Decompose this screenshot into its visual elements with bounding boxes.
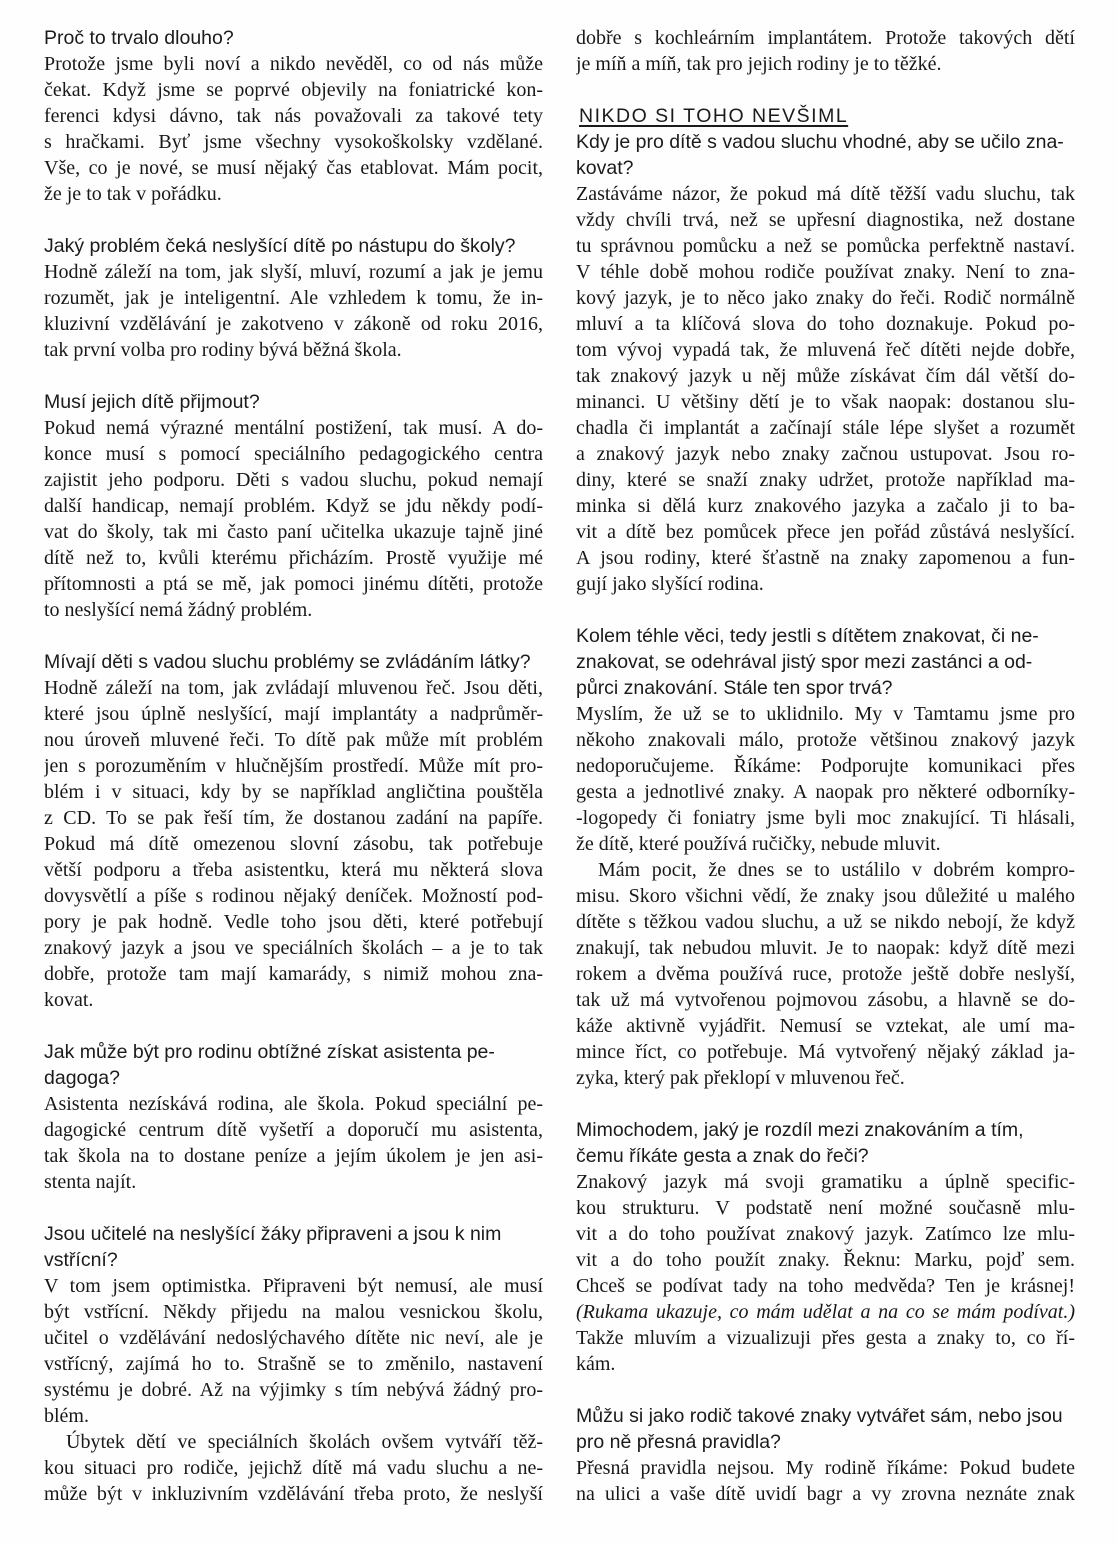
text-line: Protože jsme byli noví a nikdo nevěděl, co od nás může [44, 53, 543, 75]
text-line: s hračkami. Byť jsme všechny vysokoškolsky vzdělané. [44, 131, 543, 153]
text-line: tak už má vytvořenou pojmovou zásobu, a hlavně se do- [576, 989, 1075, 1011]
text-line: káže aktivně vyjádřit. Nemusí se vztekat, ale umí ma- [576, 1015, 1075, 1037]
text-line: Hodně záleží na tom, jak zvládají mluvenou řeč. Jsou děti, [44, 677, 543, 699]
text-line: kluzivní vzdělávání je zakotveno v zákoně od roku 2016, [44, 313, 543, 335]
text-line: znakují, tak nebudou mluvit. Je to naopak: když dítě mezi [576, 937, 1075, 959]
text-line: Kdy je pro dítě s vadou sluchu vhodné, aby se učilo zna- [576, 131, 1064, 153]
text-line: stenta najít. [44, 1171, 137, 1193]
text-line: NIKDO SI TOHO NEVŠIML [579, 105, 849, 127]
text-line: Proč to trvalo dlouho? [44, 27, 234, 49]
text-line: Hodně záleží na tom, jak slyší, mluví, rozumí a jak je jemu [44, 261, 543, 283]
question-heading [576, 1117, 1075, 1169]
text-line: vit a do toho použít znaky. Řeknu: Marku, pojď sem. [576, 1249, 1075, 1271]
answer-paragraph [44, 675, 543, 1013]
answer-paragraph [576, 701, 1075, 857]
text-line: čemu říkáte gesta a znak do řeči? [576, 1145, 869, 1167]
text-line: V téhle době mohou rodiče používat znaky. Není to zna- [576, 261, 1075, 283]
section-heading [576, 103, 1075, 129]
text-line: jen s porozuměním v hlučnějším prostředí. Může mít pro- [44, 755, 543, 777]
text-line: tak škola na to dostane peníze a jejím úkolem je jen asi- [44, 1145, 543, 1167]
text-line: znakový jazyk a jsou ve speciálních školách – a je to tak [44, 937, 543, 959]
text-line: nou úroveň mluvené řeči. To dítě pak může mít problém [44, 729, 543, 751]
text-line: kou situaci pro rodiče, jejichž dítě má vadu sluchu a ne- [44, 1457, 543, 1479]
text-line: Mám pocit, že dnes se to ustálilo v dobrém kompro- [598, 859, 1075, 881]
question-heading [576, 623, 1075, 701]
answer-paragraph [576, 181, 1075, 597]
text-line: chadla či implantát a začínají stále lépe slyšet a rozumět [576, 417, 1075, 439]
text-line: Pokud má dítě omezenou slovní zásobu, tak potřebuje [44, 833, 543, 855]
answer-paragraph [44, 1273, 543, 1429]
text-line: mluví a ta klíčová slova do toho doznakuje. Pokud po- [576, 313, 1075, 335]
question-heading [576, 129, 1075, 181]
text-line: zyka, který pak překlopí v mluvenou řeč. [576, 1067, 905, 1089]
text-line: ferenci kdysi dávno, tak nás považovali za takové tety [44, 105, 543, 127]
text-line: přítomnosti a ptá se mě, jak pomoci jinému dítěti, protože [44, 573, 543, 595]
text-line: vstřícný, zajímá ho to. Strašně se to změnilo, nastavení [44, 1353, 543, 1375]
text-line: vždy chvíli trvá, než se upřesní diagnostika, než dostane [576, 209, 1075, 231]
text-line: rozumět, jak je inteligentní. Ale vzhledem k tomu, že in- [44, 287, 543, 309]
text-line: na ulici a vaše dítě uvidí bagr a vy zrovna neznáte znak [576, 1483, 1075, 1505]
question-heading [44, 1221, 543, 1273]
text-line: to neslyšící nemá žádný problém. [44, 599, 313, 621]
text-line: blém i v situaci, kdy by se například angličtina pouštěla [44, 781, 543, 803]
text-line: dovysvětlí a píše s rodinou nějaký deníček. Možností pod- [44, 885, 543, 907]
text-line: gují jako slyšící rodina. [576, 573, 764, 595]
text-line: Pokud nemá výrazné mentální postižení, tak musí. A do- [44, 417, 543, 439]
text-line: další handicap, nemají problém. Když se jdu někdy podí- [44, 495, 543, 517]
answer-paragraph [576, 1455, 1075, 1507]
text-line: Úbytek dětí ve speciálních školách ovšem vytváří těž- [66, 1431, 543, 1453]
answer-paragraph [44, 1091, 543, 1195]
answer-paragraph [576, 1169, 1075, 1377]
text-line: větší podporu a třeba asistentku, která mu některá slova [44, 859, 543, 881]
text-line: učitel o vzdělávání nedoslýchavého dítěte nic neví, ale je [44, 1327, 543, 1349]
answer-paragraph [44, 1429, 543, 1507]
text-line: Chceš se podívat tady na toho medvěda? Ten je krásnej! [576, 1275, 1075, 1297]
text-line: Jsou učitelé na neslyšící žáky připraveni a jsou k nim [44, 1223, 502, 1245]
text-line: kovat? [576, 157, 634, 179]
text-line: kovat. [44, 989, 94, 1011]
text-line: -logopedy či foniatry jsme byli moc znakující. Ti hlásali, [576, 807, 1075, 829]
text-line: gesta a jednotlivé znaky. A naopak pro některé odborníky- [576, 781, 1075, 803]
text-line: misu. Skoro všichni vědí, že znaky jsou důležité u malého [576, 885, 1075, 907]
text-line: znakovat, se odehrával jistý spor mezi zastánci a od- [576, 651, 1033, 673]
text-line: dítěte s těžkou vadou sluchu, a už se nikdo nebojí, že když [576, 911, 1075, 933]
text-line: dagoga? [44, 1067, 120, 1089]
text-line: a znakový jazyk nebo znaky začnou ustupovat. Jsou ro- [576, 443, 1075, 465]
question-heading [576, 1403, 1075, 1455]
text-line: systému je dobré. Až na výjimky s tím nebývá žádný pro- [44, 1379, 543, 1401]
text-line: Vše, co je nové, se musí nějaký čas etablovat. Mám pocit, [44, 157, 543, 179]
question-heading [44, 1039, 543, 1091]
text-line: konce musí s pomocí speciálního pedagogického centra [44, 443, 543, 465]
text-line: je míň a míň, tak pro jejich rodiny je to těžké. [576, 53, 942, 75]
text-line: kou strukturu. V podstatě není možné současně mlu- [576, 1197, 1075, 1219]
text-line: Musí jejich dítě přijmout? [44, 391, 260, 413]
text-line: dagogické centrum dítě vyšetří a doporučí mu asistenta, [44, 1119, 543, 1141]
text-line: diny, které se snaží znaky udržet, protože například ma- [576, 469, 1075, 491]
text-line: Mimochodem, jaký je rozdíl mezi znakováním a tím, [576, 1119, 1024, 1141]
left-column [44, 25, 543, 1507]
text-line: kový jazyk, je to něco jako znaky do řeči. Rodič normálně [576, 287, 1075, 309]
text-line: minka si dělá kurz znakového jazyka a začalo ji to ba- [576, 495, 1075, 517]
text-line: zajistit jeho podporu. Děti s vadou sluchu, pokud nemají [44, 469, 543, 491]
question-heading [44, 233, 543, 259]
answer-paragraph [576, 857, 1075, 1091]
text-line: tak první volba pro rodiny bývá běžná škola. [44, 339, 402, 361]
text-line: Asistenta nezískává rodina, ale škola. Pokud speciální pe- [44, 1093, 543, 1115]
text-line: kám. [576, 1353, 616, 1375]
text-line: Takže mluvím a vizualizuji přes gesta a znaky to, co ří- [576, 1327, 1075, 1349]
text-line: vit a dítě bez pomůcek přece jen pořád zůstává neslyšící. [576, 521, 1075, 543]
text-line: z CD. To se pak řeší tím, že dostanou zadání na papíře. [44, 807, 543, 829]
text-line: Můžu si jako rodič takové znaky vytvářet sám, nebo jsou [576, 1405, 1063, 1427]
text-line: že dítě, které používá ručičky, nebude mluvit. [576, 833, 941, 855]
text-line: Přesná pravidla nejsou. My rodině říkáme: Pokud budete [576, 1457, 1075, 1479]
text-line: vit a do toho používat znakový jazyk. Zatímco lze mlu- [576, 1223, 1075, 1245]
text-line: někoho znakovali málo, protože většinou znakový jazyk [576, 729, 1075, 751]
text-line: dobře, protože tam mají kamarády, s nimiž mohou zna- [44, 963, 543, 985]
text-line: Jak může být pro rodinu obtížné získat asistenta pe- [44, 1041, 495, 1063]
text-line: že je to tak v pořádku. [44, 183, 222, 205]
text-line: Mívají děti s vadou sluchu problémy se zvládáním látky? [44, 651, 531, 673]
text-line: Zastáváme názor, že pokud má dítě těžší vadu sluchu, tak [576, 183, 1075, 205]
text-line: čekat. Když jsme se poprvé objevily na foniatrické kon- [44, 79, 543, 101]
text-line: pro ně přesná pravidla? [576, 1431, 781, 1453]
text-line: Znakový jazyk má svoji gramatiku a úplně specific- [576, 1171, 1075, 1193]
text-line: minanci. U většiny dětí je to však naopak: dostanou slu- [576, 391, 1075, 413]
text-line: dítě než to, kvůli kterému přicházím. Prostě využije mé [44, 547, 543, 569]
text-line: mince říct, co potřebuje. Má vytvořený nějaký základ ja- [576, 1041, 1075, 1063]
text-line: nedoporučujeme. Říkáme: Podporujte komunikaci přes [576, 755, 1075, 777]
text-line: A jsou rodiny, které šťastně na znaky zapomenou a fun- [576, 547, 1075, 569]
text-line: být vstřícní. Někdy přijedu na malou vesnickou školu, [44, 1301, 543, 1323]
question-heading [44, 25, 543, 51]
text-line: vat do školy, tak mi často paní učitelka ukazuje tajně jiné [44, 521, 543, 543]
right-column [576, 25, 1075, 1507]
text-line: může být v inkluzivním vzdělávání třeba proto, že neslyší [44, 1483, 543, 1505]
text-line: které jsou úplně neslyšící, mají implantáty a nadprůměr- [44, 703, 543, 725]
text-line: půrci znakování. Stále ten spor trvá? [576, 677, 893, 699]
text-line: tu správnou pomůcku a než se pomůcka perfektně nastaví. [576, 235, 1075, 257]
text-line: tak znakový jazyk u něj může získávat čím dál větší do- [576, 365, 1075, 387]
text-line: dobře s kochleárním implantátem. Protože takových dětí [576, 27, 1075, 49]
text-line: Jaký problém čeká neslyšící dítě po nástupu do školy? [44, 235, 516, 257]
text-line: Myslím, že už se to uklidnilo. My v Tamtamu jsme pro [576, 703, 1075, 725]
text-line: pory je pak hodně. Vedle toho jsou děti, které potřebují [44, 911, 543, 933]
answer-paragraph [44, 259, 543, 363]
question-heading [44, 389, 543, 415]
text-line: blém. [44, 1405, 89, 1427]
question-heading [44, 649, 543, 675]
text-line: (Rukama ukazuje, co mám udělat a na co se mám podívat.) [576, 1301, 1075, 1323]
answer-paragraph [44, 415, 543, 623]
text-line: vstřícní? [44, 1249, 118, 1271]
text-line: tom vývoj vypadá tak, že mluvená řeč dítěti nejde dobře, [576, 339, 1075, 361]
text-line: Kolem téhle věci, tedy jestli s dítětem znakovat, či ne- [576, 625, 1039, 647]
answer-paragraph [44, 51, 543, 207]
text-line: rokem a dvěma používá ruce, protože ještě dobře neslyší, [576, 963, 1075, 985]
text-line: V tom jsem optimistka. Připraveni být nemusí, ale musí [44, 1275, 543, 1297]
continued-paragraph [576, 25, 1075, 77]
